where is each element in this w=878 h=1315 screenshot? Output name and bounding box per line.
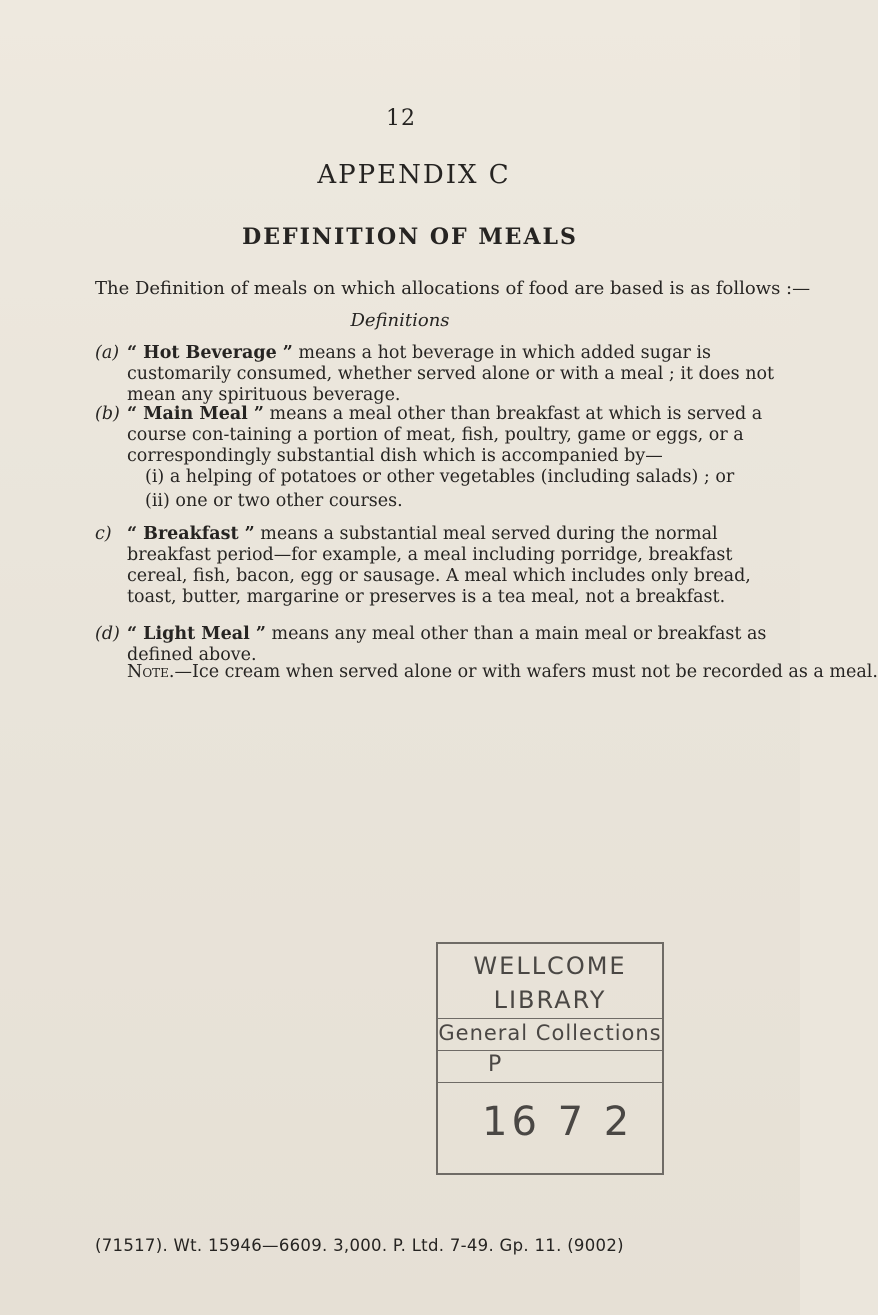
stamp-line-class: P [488,1052,502,1077]
print-footer: (71517). Wt. 15946—6609. 3,000. P. Ltd. 7-49. Gp. 11. (9002) [95,1236,624,1255]
definition-letter: (d) [95,624,120,644]
definition-letter: (b) [95,404,120,424]
definitions-subheading: Definitions [350,310,450,331]
definition-text: means a hot beverage in which added sugar is customarily consumed, whether served alone or with a meal ; it does not mean any spirituous beverage. [127,343,775,405]
stamp-handwritten-number: 16 7 2 [482,1099,634,1145]
stamp-divider [438,1018,662,1019]
definition-letter: (a) [95,343,120,363]
library-stamp [436,942,664,1175]
appendix-title: APPENDIX C [317,160,511,190]
note-paragraph [127,662,878,682]
note-label: Note. [127,662,175,682]
page-number: 12 [386,106,416,131]
definition-body [127,404,785,467]
stamp-line-collections: General Collections [438,1021,662,1045]
definition-main-meal [95,404,785,467]
main-meal-sub-item: (ii) one or two other courses. [145,491,403,511]
definition-term: “ Hot Beverage ” [127,343,293,363]
definition-body [127,524,785,608]
definition-body [127,343,785,406]
section-heading: DEFINITION OF MEALS [242,224,578,250]
definition-breakfast [95,524,785,608]
definition-body [127,624,785,666]
definition-term: “ Breakfast ” [127,524,255,544]
definition-text: means a substantial meal served during the normal breakfast period—for example, a meal including porridge, breakfast cereal, fish, bacon, egg or sausage. A meal which includes only bread, toast, butter, margarine or preserves is a tea meal, not a breakfast. [127,524,751,607]
intro-paragraph: The Definition of meals on which allocations of food are based is as follows :— [95,278,811,299]
definition-text: means a meal other than breakfast at which is served a course con-taining a portion of meat, fish, poultry, game or eggs, or a correspondingly substantial dish which is accompanied by— [127,404,763,466]
stamp-line-library: LIBRARY [493,986,607,1014]
definition-letter: c) [95,524,112,544]
stamp-line-wellcome: WELLCOME [473,952,627,980]
main-meal-sub-item: (i) a helping of potatoes or other vegetables (including salads) ; or [145,467,735,487]
stamp-divider [438,1082,662,1083]
definition-text: means any meal other than a main meal or breakfast as defined above. [127,624,767,665]
definition-light-meal [95,624,785,666]
definition-hot-beverage [95,343,785,406]
definition-term: “ Light Meal ” [127,624,266,644]
stamp-divider [438,1050,662,1051]
note-text: —Ice cream when served alone or with wafers must not be recorded as a meal. [174,662,878,682]
definition-term: “ Main Meal ” [127,404,264,424]
